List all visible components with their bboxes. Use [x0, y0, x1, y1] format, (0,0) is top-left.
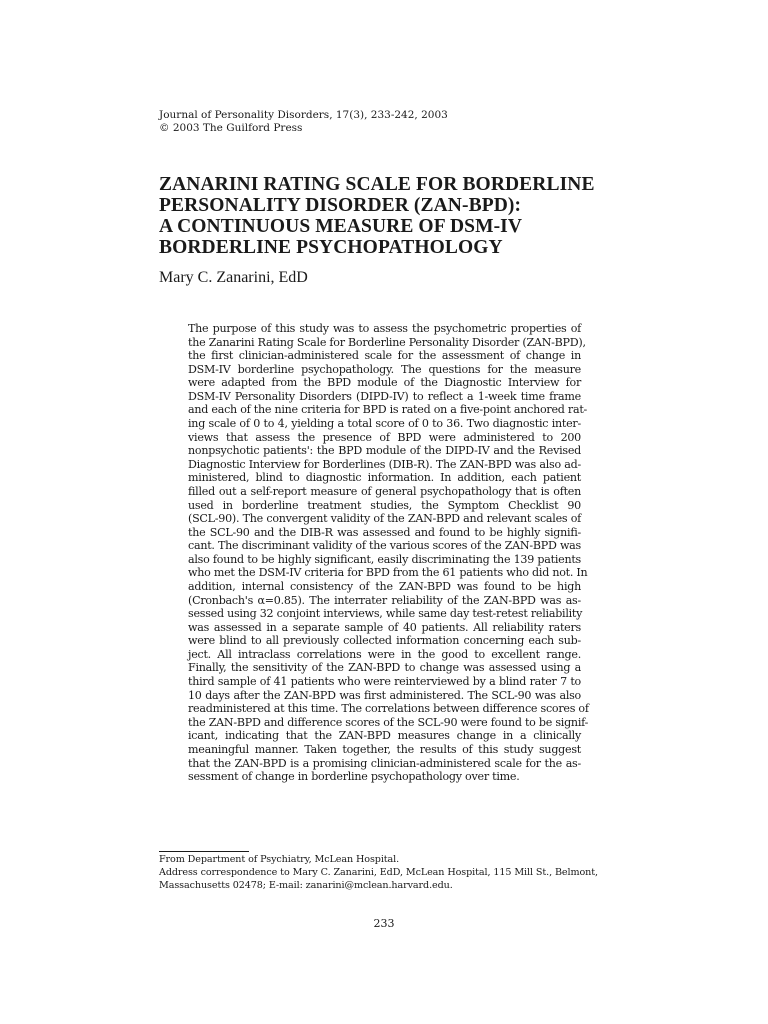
abstract-line: views that assess the presence of BPD were administered to 200 [188, 430, 581, 444]
journal-header [159, 109, 448, 135]
journal-citation: Journal of Personality Disorders, 17(3), 233-242, 2003 [159, 109, 448, 121]
abstract-line: the Zanarini Rating Scale for Borderline Personality Disorder (ZAN-BPD), [188, 335, 586, 349]
abstract-line: cant. The discriminant validity of the various scores of the ZAN-BPD was [188, 539, 581, 553]
abstract-line: filled out a self-report measure of general psychopathology that is often [188, 484, 581, 498]
abstract-line: also found to be highly significant, easily discriminating the 139 patients [188, 552, 581, 566]
abstract-line: addition, internal consistency of the ZAN-BPD was found to be high [188, 579, 581, 593]
footnote-divider [159, 851, 249, 852]
abstract-line: icant, indicating that the ZAN-BPD measures change in a clinically [188, 729, 581, 743]
abstract-line: third sample of 41 patients who were reinterviewed by a blind rater 7 to [188, 675, 581, 689]
abstract-line: ject. All intraclass correlations were in the good to excellent range. [188, 647, 581, 661]
abstract-line: the ZAN-BPD and difference scores of the SCL-90 were found to be signif- [188, 715, 589, 729]
abstract-line: sessment of change in borderline psychopathology over time. [188, 770, 520, 784]
correspondence-note: Address correspondence to Mary C. Zanarini, EdD, McLean Hospital, 115 Mill St., Belmont, [159, 867, 598, 879]
article-title [159, 174, 619, 258]
title-line: ZANARINI RATING SCALE FOR BORDERLINE [159, 174, 595, 195]
abstract-line: were blind to all previously collected information concerning each sub- [188, 634, 581, 648]
abstract-line: DSM-IV borderline psychopathology. The questions for the measure [188, 362, 581, 376]
author-name: Mary C. Zanarini, EdD [159, 269, 308, 286]
abstract-line: (SCL-90). The convergent validity of the ZAN-BPD and relevant scales of [188, 512, 581, 526]
abstract-line: was assessed in a separate sample of 40 patients. All reliability raters [188, 620, 581, 634]
abstract-line: ministered, blind to diagnostic information. In addition, each patient [188, 471, 581, 485]
title-line: BORDERLINE PSYCHOPATHOLOGY [159, 237, 503, 258]
abstract-line: ing scale of 0 to 4, yielding a total score of 0 to 36. Two diagnostic inter- [188, 417, 581, 431]
copyright-notice: © 2003 The Guilford Press [159, 122, 303, 134]
affiliation-note: From Department of Psychiatry, McLean Hospital. [159, 854, 400, 865]
abstract-line: the first clinician-administered scale for the assessment of change in [188, 349, 581, 363]
abstract-line: and each of the nine criteria for BPD is rated on a five-point anchored rat- [188, 403, 588, 417]
abstract-line: nonpsychotic patients': the BPD module of the DIPD-IV and the Revised [188, 444, 581, 458]
abstract-line: readministered at this time. The correlations between difference scores of [188, 702, 589, 716]
footnotes [159, 853, 619, 893]
abstract-line: The purpose of this study was to assess the psychometric properties of [188, 322, 581, 335]
abstract-line: 10 days after the ZAN-BPD was first administered. The SCL-90 was also [188, 688, 581, 702]
title-line: PERSONALITY DISORDER (ZAN-BPD): [159, 195, 522, 216]
abstract-line: that the ZAN-BPD is a promising clinician-administered scale for the as- [188, 756, 581, 770]
abstract-line: used in borderline treatment studies, the Symptom Checklist 90 [188, 498, 581, 512]
abstract-line: the SCL-90 and the DIB-R was assessed and found to be highly signifi- [188, 525, 581, 539]
abstract-line: DSM-IV Personality Disorders (DIPD-IV) to reflect a 1-week time frame [188, 389, 581, 403]
correspondence-note: Massachusetts 02478; E-mail: zanarini@mclean.harvard.edu. [159, 880, 453, 892]
abstract [188, 322, 589, 784]
abstract-line: Diagnostic Interview for Borderlines (DIB-R). The ZAN-BPD was also ad- [188, 457, 581, 471]
abstract-line: Finally, the sensitivity of the ZAN-BPD to change was assessed using a [188, 661, 581, 675]
abstract-line: meaningful manner. Taken together, the results of this study suggest [188, 742, 581, 756]
abstract-line: sessed using 32 conjoint interviews, while same day test-retest reliability [188, 607, 583, 621]
abstract-line: were adapted from the BPD module of the Diagnostic Interview for [188, 376, 581, 390]
page-number: 233 [373, 917, 395, 930]
abstract-line: who met the DSM-IV criteria for BPD from the 61 patients who did not. In [188, 566, 588, 580]
abstract-line: (Cronbach's α=0.85). The interrater reliability of the ZAN-BPD was as- [188, 593, 581, 607]
title-line: A CONTINUOUS MEASURE OF DSM-IV [159, 216, 523, 237]
